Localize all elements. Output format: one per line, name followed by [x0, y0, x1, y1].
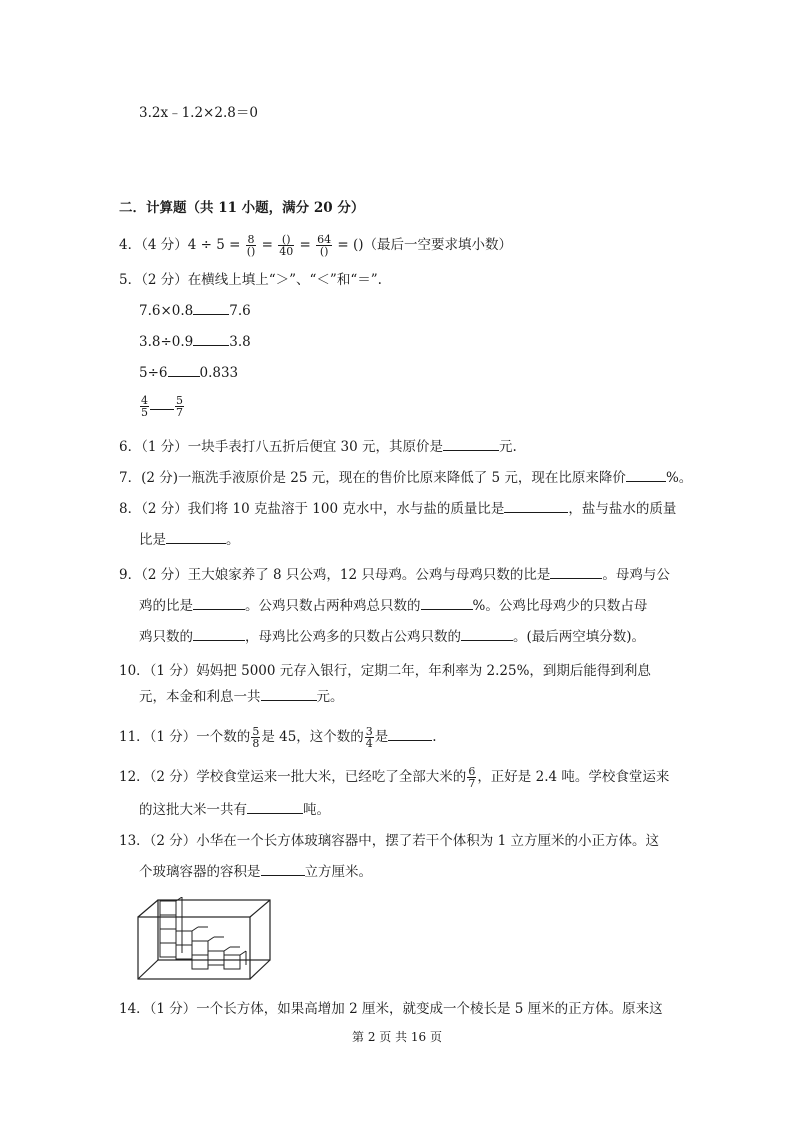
denominator: () [319, 245, 329, 258]
q8-text: 。 [226, 532, 240, 548]
q12-text: 吨。 [303, 802, 330, 818]
compare-left: 3.8÷0.9 [139, 334, 194, 350]
answer-blank[interactable] [626, 469, 666, 482]
fraction [140, 395, 149, 418]
answer-blank[interactable] [193, 597, 245, 610]
question-14-line-1: 14．（1 分）一个长方体，如果高增加 2 厘米，就变成一个棱长是 5 厘米的正方体。原来这 [119, 1001, 663, 1017]
fraction [175, 395, 184, 418]
answer-blank[interactable] [193, 333, 229, 346]
q9-text: 鸡只数的 [139, 629, 193, 645]
denominator: 5 [141, 406, 148, 419]
numerator: () [278, 234, 294, 246]
answer-blank[interactable] [168, 364, 200, 377]
q8-text: 比是 [139, 532, 166, 548]
question-13-line-1: 13．（2 分）小华在一个长方体玻璃容器中，摆了若干个体积为 1 立方厘米的小正方体。这 [119, 833, 659, 849]
q9-text: 。公鸡只数占两种鸡总只数的 [245, 598, 421, 614]
numerator: 6 [468, 765, 476, 778]
fraction [365, 726, 374, 749]
fraction [467, 766, 476, 789]
question-9-line-1 [119, 566, 670, 584]
question-8-line-2 [139, 531, 240, 549]
denominator: 7 [468, 777, 476, 790]
answer-blank[interactable] [261, 863, 305, 876]
denominator: () [246, 245, 256, 258]
q11-text: 是 [374, 729, 389, 745]
question-6 [119, 438, 517, 456]
numerator: 5 [252, 725, 260, 738]
compare-left: 5÷6 [139, 365, 168, 381]
q11-text: 11．（1 分）一个数的 [119, 729, 251, 745]
numerator: 4 [141, 394, 148, 407]
q13-text: 立方厘米。 [304, 864, 372, 880]
cube-stack [160, 897, 246, 969]
answer-blank[interactable] [247, 801, 303, 814]
q5-item-b [139, 333, 251, 351]
q5-item-c [139, 364, 238, 382]
q6-tail: 元. [498, 439, 517, 455]
q7-text: 7．(2 分)一瓶洗手液原价是 25 元，现在的售价比原来降低了 5 元，现在比原来降价 [119, 470, 626, 486]
numerator: 5 [176, 394, 183, 407]
question-5-stem: 5．（2 分）在横线上填上“＞”、“＜”和“＝”. [119, 272, 382, 288]
q9-text: 鸡的比是 [139, 598, 193, 614]
q12-text: 12．（2 分）学校食堂运来一批大米，已经吃了全部大米的 [119, 769, 467, 785]
compare-right: 3.8 [229, 334, 251, 350]
denominator: 4 [365, 737, 373, 750]
numerator: 64 [317, 233, 332, 246]
q6-text: 6．（1 分）一块手表打八五折后便宜 30 元，其原价是 [119, 439, 443, 455]
question-9-line-2 [139, 597, 647, 615]
answer-blank[interactable] [150, 397, 174, 410]
q10-text: 元。 [316, 689, 344, 705]
q13-text: 个玻璃容器的容积是 [139, 864, 261, 880]
section-header: 二．计算题（共 11 小题，满分 20 分） [119, 200, 365, 216]
denominator: 8 [252, 737, 260, 750]
answer-blank[interactable] [550, 566, 602, 579]
question-9-line-3 [139, 628, 645, 646]
fraction [316, 234, 332, 257]
q12-text: ，正好是 2.4 吨。学校食堂运来 [477, 769, 670, 785]
answer-blank[interactable] [504, 500, 568, 513]
answer-blank[interactable] [193, 628, 245, 641]
question-12-line-1 [119, 766, 669, 789]
question-4: 4．（4 分）4 ÷ 5 = $\frac{8}{()}$ = $\frac{()}{40}$ = $\frac{64}{()}$ = ()（最后一空要求填小数） [119, 233, 513, 258]
question-10-line-1: 10．（1 分）妈妈把 5000 元存入银行，定期二年，年利率为 2.25%，到期后能得到利息 [119, 663, 651, 679]
q7-tail: %。 [665, 470, 693, 486]
q9-text: 9．（2 分）王大娘家养了 8 只公鸡，12 只母鸡。公鸡与母鸡只数的比是 [119, 567, 551, 583]
fraction [251, 726, 260, 749]
question-13-line-2 [139, 863, 372, 881]
answer-blank[interactable] [421, 597, 473, 610]
numerator: 8 [247, 233, 255, 246]
q10-text: 元，本金和利息一共 [139, 689, 261, 705]
denominator: 7 [176, 406, 183, 419]
q5-item-a [139, 302, 251, 320]
answer-blank[interactable] [461, 628, 513, 641]
question-10-line-2 [139, 688, 344, 706]
glass-container-figure [136, 897, 274, 983]
q9-text: 。(最后两空填分数)。 [513, 629, 646, 645]
denominator: 40 [279, 245, 294, 258]
q8-text: ，盐与盐水的质量 [568, 501, 677, 517]
answer-blank[interactable] [193, 302, 229, 315]
compare-right: 0.833 [199, 365, 239, 381]
fraction [246, 234, 257, 257]
question-7 [119, 469, 692, 487]
question-12-line-2 [139, 801, 330, 819]
q12-text: 的这批大米一共有 [139, 802, 247, 818]
q11-text: . [432, 729, 437, 745]
answer-blank[interactable] [443, 438, 499, 451]
fraction [278, 234, 294, 257]
container-front-face [138, 917, 250, 979]
answer-blank[interactable] [166, 531, 226, 544]
compare-left: 7.6×0.8 [139, 303, 194, 319]
question-8-line-1 [119, 500, 676, 518]
q5-item-d [139, 395, 185, 418]
page-footer: 第 2 页 共 16 页 [352, 1030, 442, 1044]
q11-text: 是 45，这个数的 [261, 729, 364, 745]
answer-blank[interactable] [261, 688, 317, 701]
question-11 [119, 726, 437, 749]
q4-prefix: 4．（4 分）4 ÷ 5 = [119, 237, 241, 253]
q8-text: 8．（2 分）我们将 10 克盐溶于 100 克水中，水与盐的质量比是 [119, 501, 505, 517]
compare-right: 7.6 [229, 303, 251, 319]
q9-text: %。公鸡比母鸡少的只数占母 [472, 598, 648, 614]
q9-text: ，母鸡比公鸡多的只数占公鸡只数的 [245, 629, 461, 645]
q4-tail: = ()（最后一空要求填小数） [337, 237, 513, 253]
q9-text: 。母鸡与公 [602, 567, 670, 583]
equation-top: 3.2x﹣1.2×2.8＝0 [139, 105, 258, 121]
answer-blank[interactable] [388, 728, 432, 741]
numerator: 3 [365, 725, 373, 738]
